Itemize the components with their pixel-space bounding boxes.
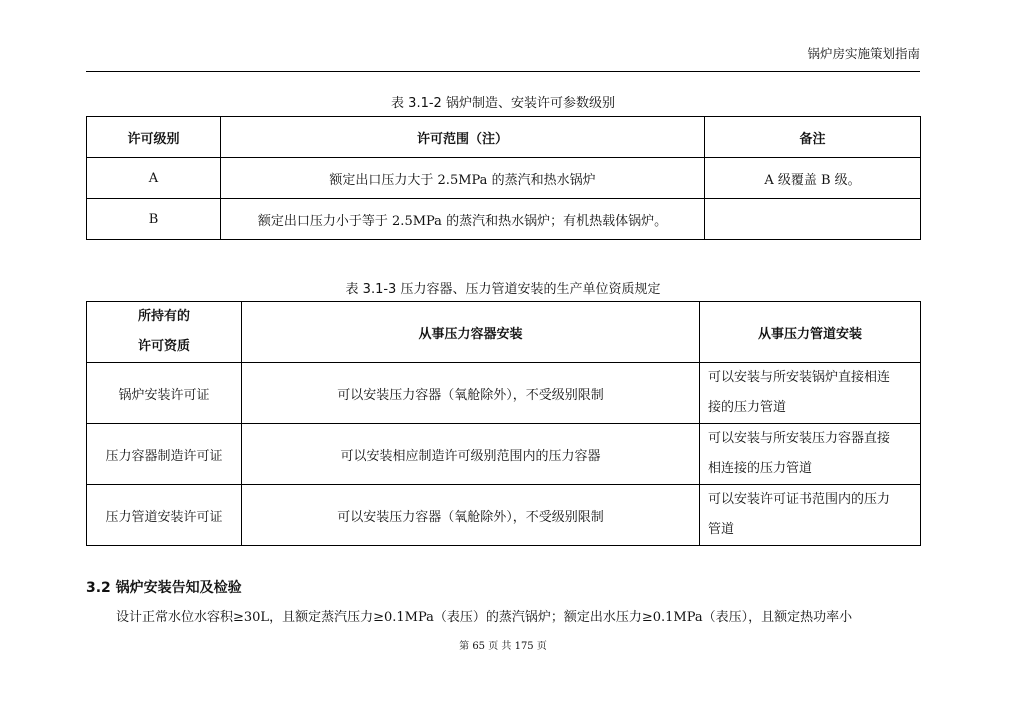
table2-header-line2: 许可资质: [137, 339, 190, 354]
license-level-table: [86, 116, 921, 240]
table2-caption: 表 3.1-3 压力容器、压力管道安装的生产单位资质规定: [345, 282, 661, 297]
table1-cell: B: [87, 199, 221, 240]
document-header-title: 锅炉房实施策划指南: [807, 46, 920, 61]
table2-cell: 压力管道安装许可证: [87, 485, 242, 546]
table1-cell: A 级覆盖 B 级。: [705, 158, 921, 199]
section-heading: 3.2 锅炉安装告知及检验: [86, 580, 242, 596]
table2-header-vessel: 从事压力容器安装: [242, 302, 700, 363]
table1-cell: [705, 199, 921, 240]
table2-cell: [700, 424, 921, 485]
table-row: [87, 199, 921, 240]
table2-cell-line: 接的压力管道: [708, 400, 787, 415]
table1-cell: A: [87, 158, 221, 199]
table2-cell-line: 可以安装与所安装压力容器直接: [708, 431, 891, 446]
table2-header-qualification: [87, 302, 242, 363]
header-rule: [86, 71, 920, 72]
table2-cell: 可以安装相应制造许可级别范围内的压力容器: [242, 424, 700, 485]
table1-cell: 额定出口压力小于等于 2.5MPa 的蒸汽和热水锅炉；有机热载体锅炉。: [221, 199, 705, 240]
table-row: [87, 485, 921, 546]
table2-cell-line: 管道: [708, 522, 735, 537]
table2-cell: 锅炉安装许可证: [87, 363, 242, 424]
table2-cell-line: 可以安装许可证书范围内的压力: [708, 492, 891, 507]
table1-cell: 额定出口压力大于 2.5MPa 的蒸汽和热水锅炉: [221, 158, 705, 199]
table2-header-line1: 所持有的: [137, 309, 190, 324]
table-row: [87, 424, 921, 485]
table-row: [87, 363, 921, 424]
table1-header-remark: 备注: [705, 117, 921, 158]
table2-cell: 可以安装压力容器（氧舱除外），不受级别限制: [242, 485, 700, 546]
table2-cell-line: 相连接的压力管道: [708, 461, 813, 476]
page-number-footer: 第 65 页 共 175 页: [459, 641, 547, 652]
table2-cell-line: 可以安装与所安装锅炉直接相连: [708, 370, 891, 385]
table2-header-pipeline: 从事压力管道安装: [700, 302, 921, 363]
table-row: [87, 158, 921, 199]
table2-cell: 压力容器制造许可证: [87, 424, 242, 485]
qualification-table: [86, 301, 921, 546]
table1-header-scope: 许可范围（注）: [221, 117, 705, 158]
table2-cell: [700, 485, 921, 546]
table2-cell: 可以安装压力容器（氧舱除外），不受级别限制: [242, 363, 700, 424]
table1-caption: 表 3.1-2 锅炉制造、安装许可参数级别: [391, 96, 615, 111]
body-paragraph: 设计正常水位水容积≥30L，且额定蒸汽压力≥0.1MPa（表压）的蒸汽锅炉；额定出水压力≥0.1MPa（表压），且额定热功率小: [116, 610, 853, 625]
table2-cell: [700, 363, 921, 424]
table1-header-level: 许可级别: [87, 117, 221, 158]
